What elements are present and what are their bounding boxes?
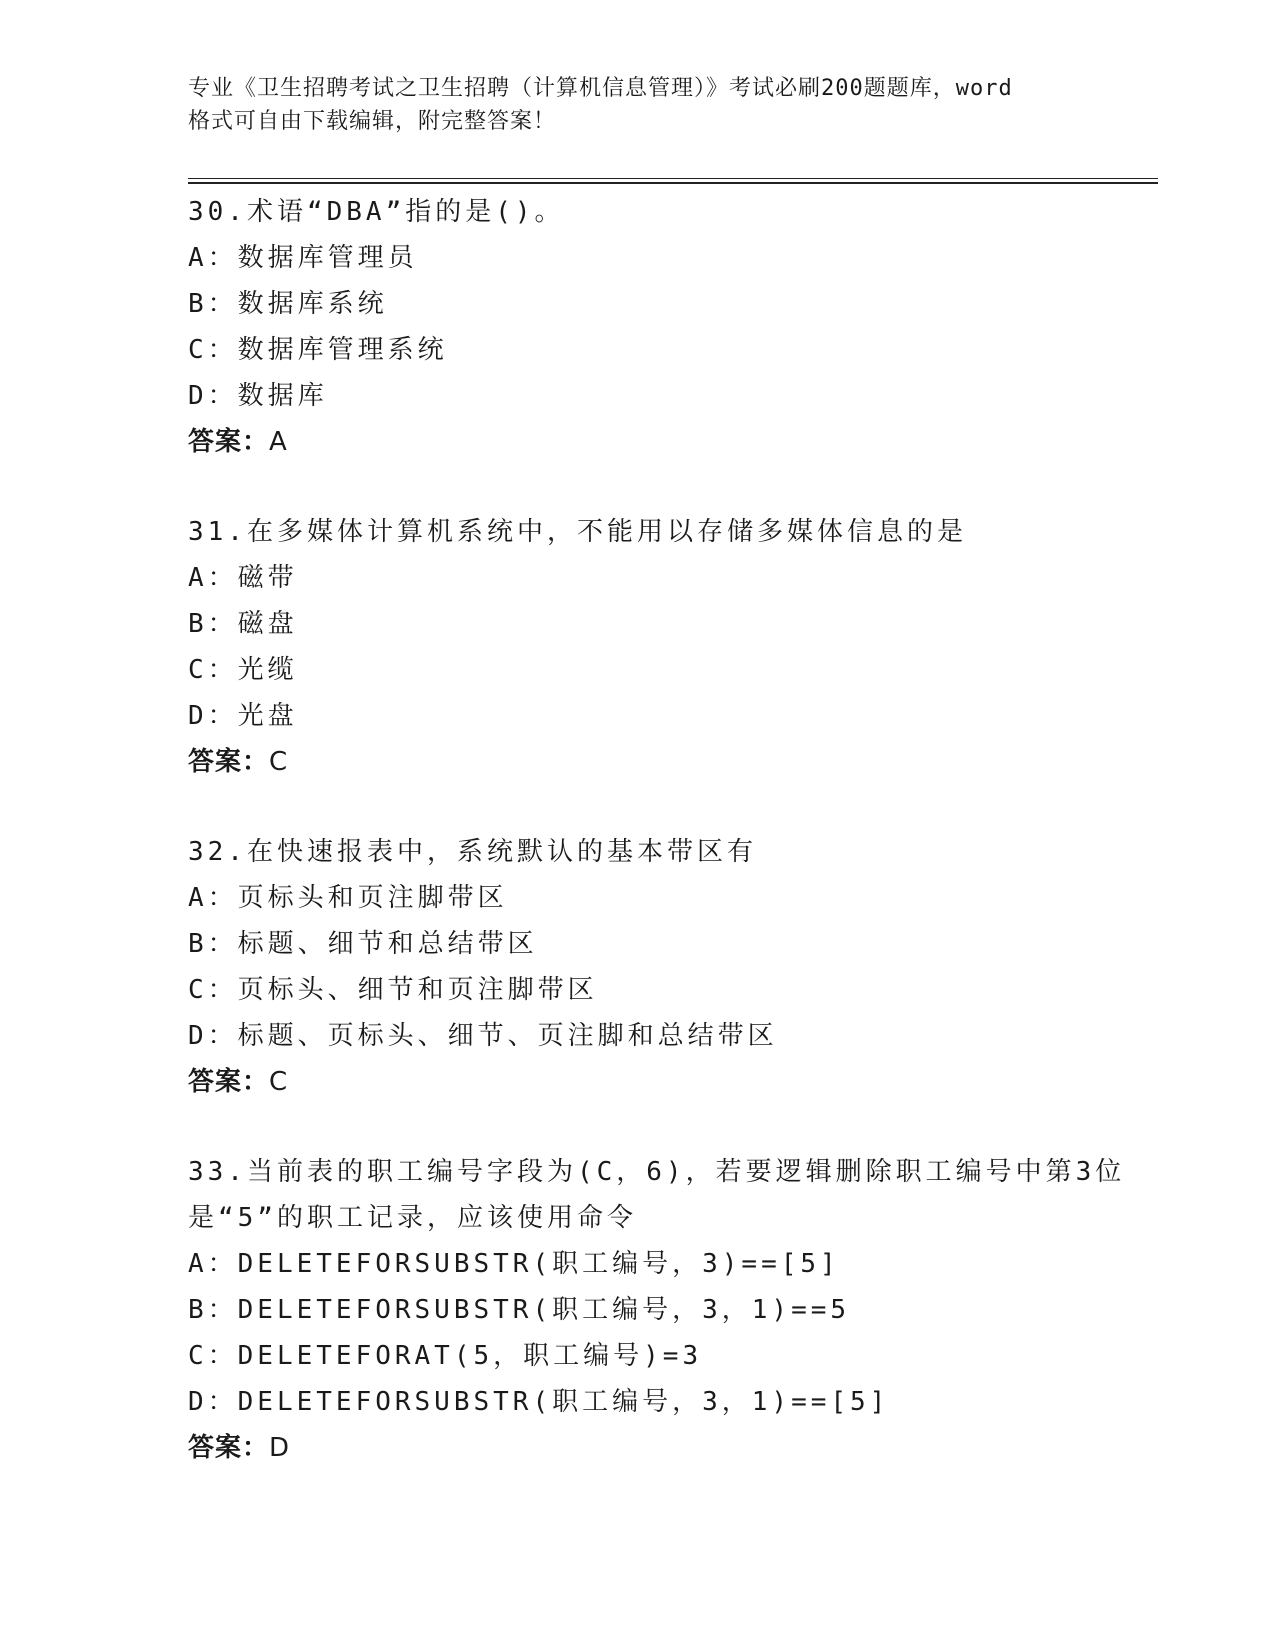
answer-line — [188, 419, 1148, 465]
option-a: A：DELETEFORSUBSTR(职工编号，3)==[5] — [188, 1249, 840, 1279]
document-header — [188, 72, 1108, 138]
question-stem: 33.当前表的职工编号字段为(C，6)，若要逻辑删除职工编号中第3位是“5”的职工记录，应该使用命令 — [188, 1157, 1126, 1233]
question-stem: 31.在多媒体计算机系统中，不能用以存储多媒体信息的是 — [188, 517, 967, 547]
option-d: D：数据库 — [188, 381, 328, 411]
option-c: C：DELETEFORAT(5，职工编号)=3 — [188, 1341, 703, 1371]
answer-line — [188, 739, 1148, 785]
option-d: D：标题、页标头、细节、页注脚和总结带区 — [188, 1021, 778, 1051]
answer-line — [188, 1059, 1148, 1105]
option-a: A：数据库管理员 — [188, 243, 418, 273]
answer-label: 答案： — [188, 427, 270, 457]
answer-label: 答案： — [188, 1067, 270, 1097]
question-33 — [188, 1149, 1148, 1471]
option-b: B：磁盘 — [188, 609, 298, 639]
header-line-1: 专业《卫生招聘考试之卫生招聘（计算机信息管理）》考试必刷200题题库，word — [188, 76, 1013, 101]
answer-value: C — [269, 1067, 289, 1097]
question-stem: 32.在快速报表中，系统默认的基本带区有 — [188, 837, 757, 867]
option-b: B：标题、细节和总结带区 — [188, 929, 538, 959]
question-31 — [188, 509, 1148, 785]
option-c: C：光缆 — [188, 655, 298, 685]
answer-label: 答案： — [188, 1433, 270, 1463]
question-30 — [188, 189, 1148, 465]
question-stem: 30.术语“DBA”指的是()。 — [188, 197, 565, 227]
answer-value: A — [269, 427, 288, 457]
option-d: D：DELETEFORSUBSTR(职工编号，3，1)==[5] — [188, 1387, 890, 1417]
answer-value: C — [269, 747, 289, 777]
answer-label: 答案： — [188, 747, 270, 777]
answer-value: D — [269, 1433, 291, 1463]
option-d: D：光盘 — [188, 701, 298, 731]
header-divider-top — [188, 178, 1158, 179]
option-c: C：数据库管理系统 — [188, 335, 448, 365]
option-c: C：页标头、细节和页注脚带区 — [188, 975, 598, 1005]
option-a: A：磁带 — [188, 563, 298, 593]
answer-line — [188, 1425, 1148, 1471]
option-a: A：页标头和页注脚带区 — [188, 883, 508, 913]
header-divider-bottom — [188, 182, 1158, 184]
question-32 — [188, 829, 1148, 1105]
header-line-2: 格式可自由下载编辑，附完整答案！ — [188, 109, 557, 134]
option-b: B：DELETEFORSUBSTR(职工编号，3，1)==5 — [188, 1295, 851, 1325]
option-b: B：数据库系统 — [188, 289, 388, 319]
